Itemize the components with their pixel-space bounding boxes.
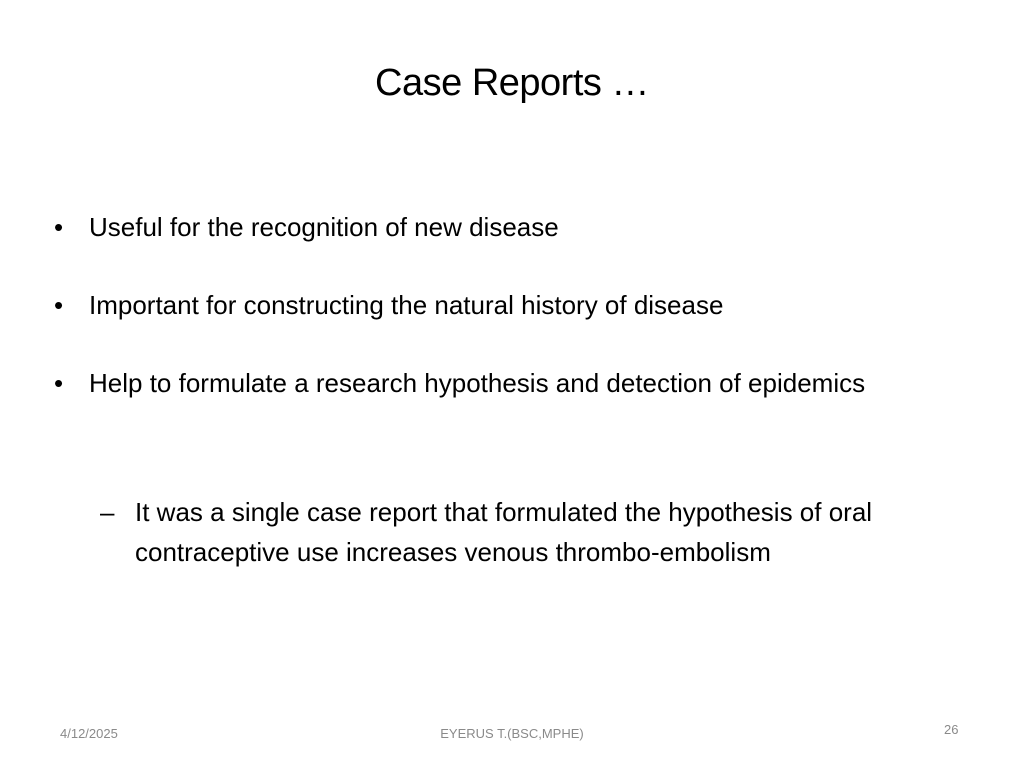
bullet-text: Important for constructing the natural history of disease xyxy=(89,290,724,320)
bullet-text: Useful for the recognition of new disease xyxy=(89,212,559,242)
bullet-marker: • xyxy=(54,368,64,398)
slide-title: Case Reports … xyxy=(375,62,649,104)
footer-author: EYERUS T.(BSC,MPHE) xyxy=(440,726,584,741)
bullet-marker: • xyxy=(54,290,64,320)
footer-date: 4/12/2025 xyxy=(60,726,118,741)
sub-bullet-text: It was a single case report that formulated the hypothesis of oral contraceptive use increases venous thrombo-embolism xyxy=(135,497,873,567)
slide-number: 26 xyxy=(944,722,959,737)
bullet-marker: • xyxy=(54,212,64,242)
sub-bullet-marker: – xyxy=(100,497,115,527)
bullet-text: Help to formulate a research hypothesis and detection of epidemics xyxy=(89,368,866,398)
